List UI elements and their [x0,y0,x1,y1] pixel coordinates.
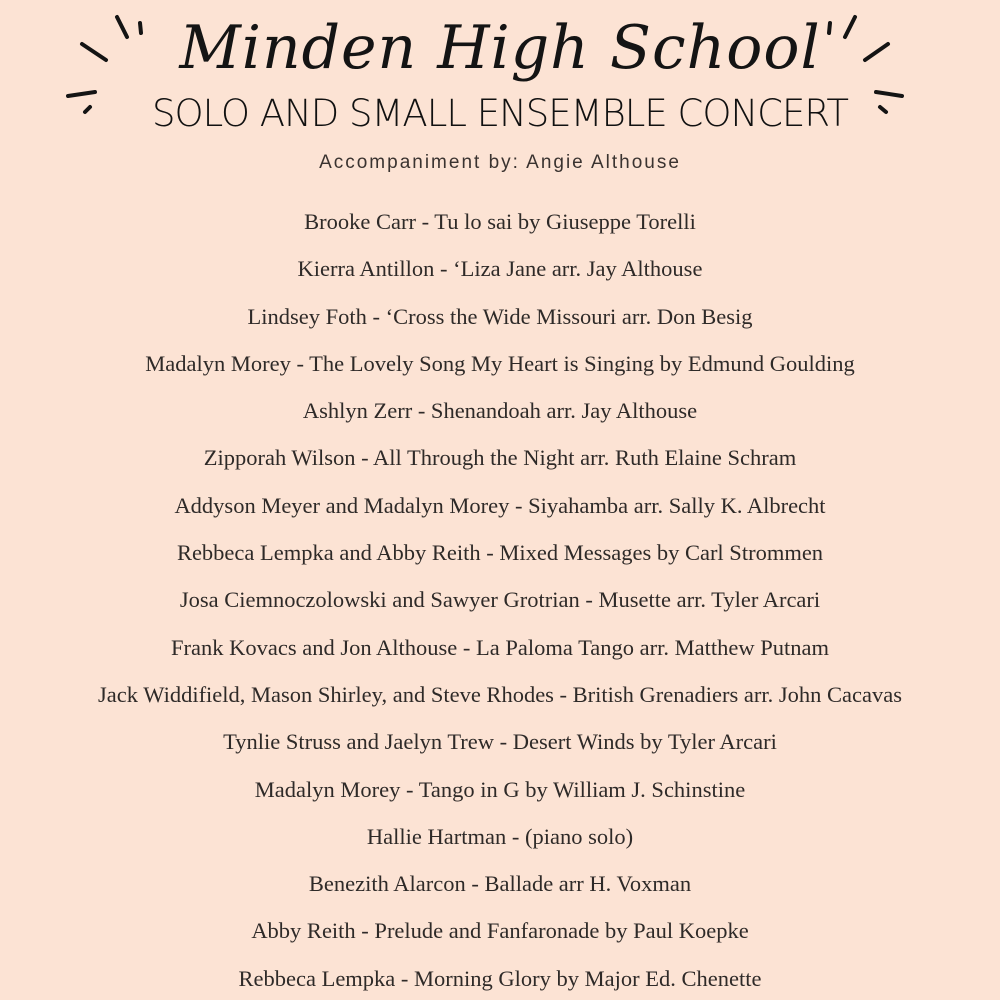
program-item: Rebbeca Lempka - Morning Glory by Major Ed. Chenette [238,965,762,991]
program-item: Josa Ciemnoczolowski and Sawyer Grotrian - Musette arr. Tyler Arcari [179,587,821,613]
program-item: Kierra Antillon - ‘Liza Jane arr. Jay Althouse [297,256,703,282]
program-item: Jack Widdifield, Mason Shirley, and Steve Rhodes - British Grenadiers arr. John Cacavas [98,681,902,707]
program-item: Madalyn Morey - Tango in G by William J. Schinstine [254,776,746,802]
accompaniment-credit: Accompaniment by: Angie Althouse [319,152,681,173]
program-item: Rebbeca Lempka and Abby Reith - Mixed Messages by Carl Strommen [176,540,824,566]
program-item: Zipporah Wilson - All Through the Night arr. Ruth Elaine Schram [203,445,797,471]
concert-title: SOLO AND SMALL ENSEMBLE CONCERT [151,92,849,135]
program-item: Ashlyn Zerr - Shenandoah arr. Jay Althouse [302,398,698,424]
program-item: Tynlie Struss and Jaelyn Trew - Desert Winds by Tyler Arcari [223,729,777,755]
program-item: Hallie Hartman - (piano solo) [366,823,634,849]
program-item: Abby Reith - Prelude and Fanfaronade by Paul Koepke [251,918,749,944]
program-item: Lindsey Foth - ‘Cross the Wide Missouri arr. Don Besig [247,303,753,329]
program-list [0,206,1000,1000]
program-item: Benezith Alarcon - Ballade arr H. Voxman [308,871,692,897]
school-name-title: Minden High School [179,13,821,83]
program-item: Addyson Meyer and Madalyn Morey - Siyahamba arr. Sally K. Albrecht [174,492,826,518]
program-item: Frank Kovacs and Jon Althouse - La Paloma Tango arr. Matthew Putnam [171,634,829,660]
program-item: Madalyn Morey - The Lovely Song My Heart is Singing by Edmund Goulding [145,350,855,376]
program-item: Brooke Carr - Tu lo sai by Giuseppe Torelli [304,209,696,234]
